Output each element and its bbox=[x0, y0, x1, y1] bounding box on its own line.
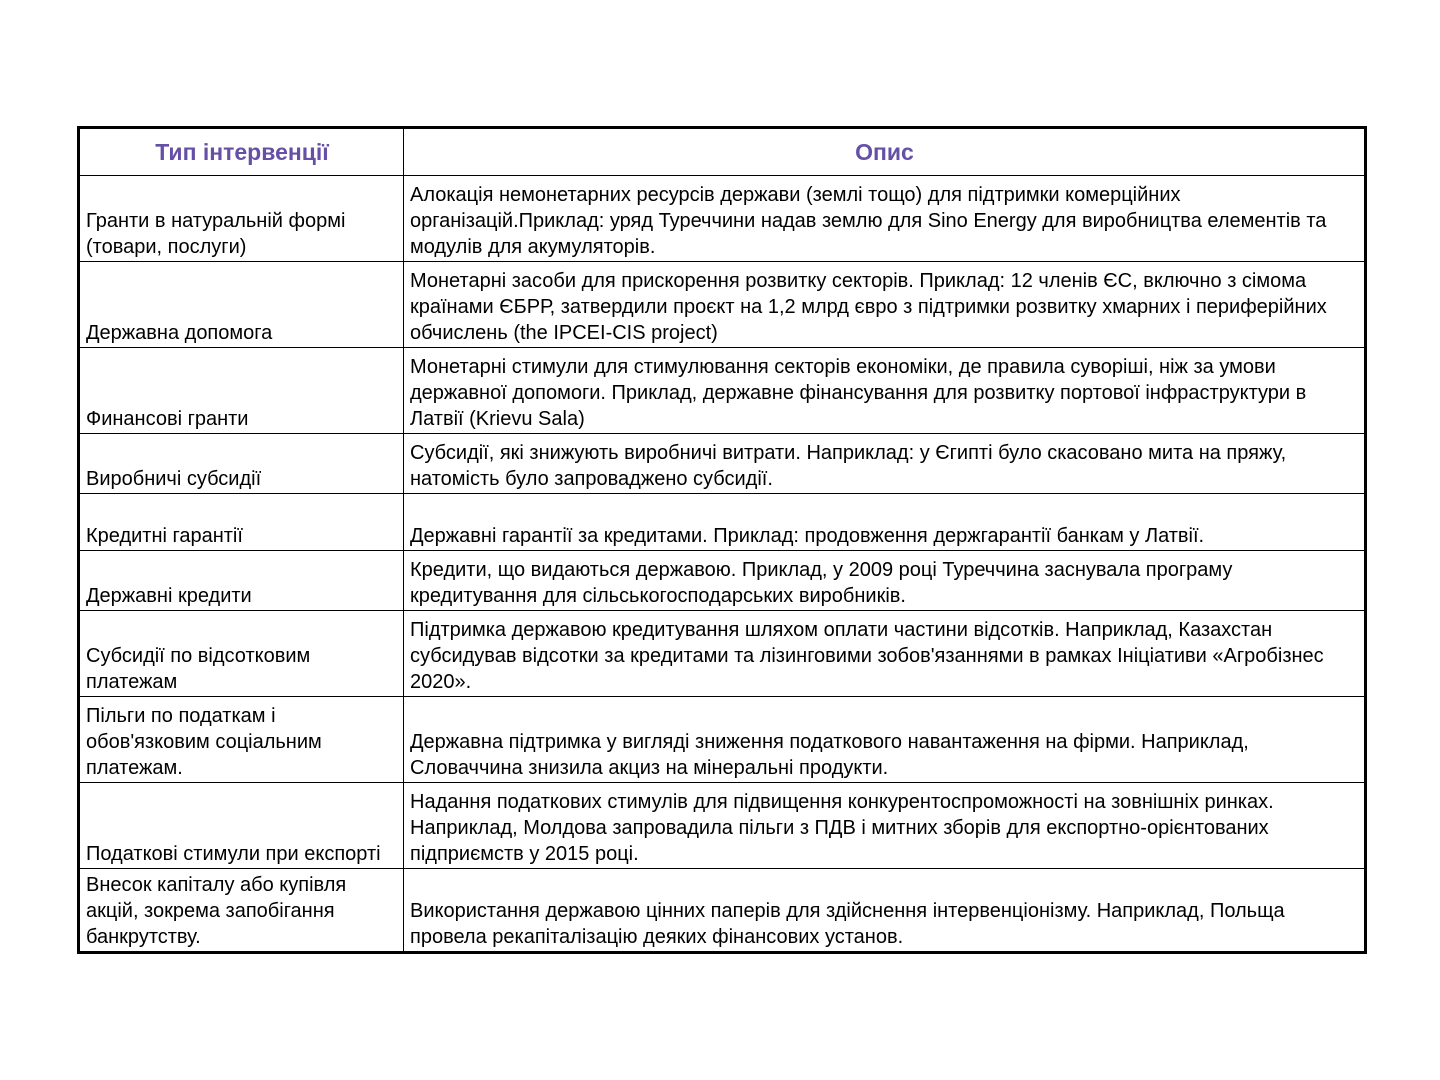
table-row bbox=[79, 434, 1366, 494]
intervention-table-container bbox=[77, 126, 1364, 954]
cell-intervention-type: Державні кредити bbox=[79, 551, 404, 611]
table-row bbox=[79, 697, 1366, 783]
table-row bbox=[79, 176, 1366, 262]
cell-intervention-type: Финансові гранти bbox=[79, 348, 404, 434]
cell-intervention-type: Кредитні гарантії bbox=[79, 494, 404, 551]
cell-description: Монетарні засоби для прискорення розвитку секторів. Приклад: 12 членів ЄС, включно з сімома країнами ЄБРР, затвердили проєкт на 1,2 млрд євро з підтримки розвитку хмарних і периферійних обчислень (the IPCEI-CIS project) bbox=[404, 262, 1366, 348]
cell-intervention-type: Виробничі субсидії bbox=[79, 434, 404, 494]
cell-intervention-type: Субсидії по відсотковим платежам bbox=[79, 611, 404, 697]
cell-description: Державні гарантії за кредитами. Приклад: продовження держгарантії банкам у Латвії. bbox=[404, 494, 1366, 551]
intervention-table bbox=[77, 126, 1367, 954]
cell-intervention-type: Податкові стимули при експорті bbox=[79, 783, 404, 869]
table-row bbox=[79, 611, 1366, 697]
table-row bbox=[79, 551, 1366, 611]
cell-intervention-type: Внесок капіталу або купівля акцій, зокрема запобігання банкрутству. bbox=[79, 869, 404, 953]
table-row bbox=[79, 783, 1366, 869]
cell-description: Державна підтримка у вигляді зниження податкового навантаження на фірми. Наприклад, Словаччина знизила акциз на мінеральні продукти. bbox=[404, 697, 1366, 783]
cell-description: Використання державою цінних паперів для здійснення інтервенціонізму. Наприклад, Польща провела рекапіталізацію деяких фінансових установ. bbox=[404, 869, 1366, 953]
table-row bbox=[79, 262, 1366, 348]
column-header-description: Опис bbox=[404, 128, 1366, 176]
cell-intervention-type: Пільги по податкам і обов'язковим соціальним платежам. bbox=[79, 697, 404, 783]
table-row bbox=[79, 348, 1366, 434]
cell-intervention-type: Державна допомога bbox=[79, 262, 404, 348]
column-header-type: Тип інтервенції bbox=[79, 128, 404, 176]
cell-intervention-type: Гранти в натуральній формі (товари, послуги) bbox=[79, 176, 404, 262]
cell-description: Алокація немонетарних ресурсів держави (землі тощо) для підтримки комерційних організацій.Приклад: уряд Туреччини надав землю для Sino Energy для виробництва елементів та модулів для акумуляторів. bbox=[404, 176, 1366, 262]
cell-description: Підтримка державою кредитування шляхом оплати частини відсотків. Наприклад, Казахстан субсидував відсотки за кредитами та лізинговими зобов'язаннями в рамках Ініціативи «Агробізнес 2020». bbox=[404, 611, 1366, 697]
cell-description: Субсидії, які знижують виробничі витрати. Наприклад: у Єгипті було скасовано мита на пряжу, натомість було запроваджено субсидії. bbox=[404, 434, 1366, 494]
cell-description: Кредити, що видаються державою. Приклад, у 2009 році Туреччина заснувала програму кредитування для сільськогосподарських виробників. bbox=[404, 551, 1366, 611]
table-row bbox=[79, 494, 1366, 551]
cell-description: Монетарні стимули для стимулювання секторів економіки, де правила суворіші, ніж за умови державної допомоги. Приклад, державне фінансування для розвитку портової інфраструктури в Латвії (Krievu Sala) bbox=[404, 348, 1366, 434]
table-row bbox=[79, 869, 1366, 953]
cell-description: Надання податкових стимулів для підвищення конкурентоспроможності на зовнішніх ринках. Наприклад, Молдова запровадила пільги з ПДВ і митних зборів для експортно-орієнтованих підприємств у 2015 році. bbox=[404, 783, 1366, 869]
table-header-row bbox=[79, 128, 1366, 176]
